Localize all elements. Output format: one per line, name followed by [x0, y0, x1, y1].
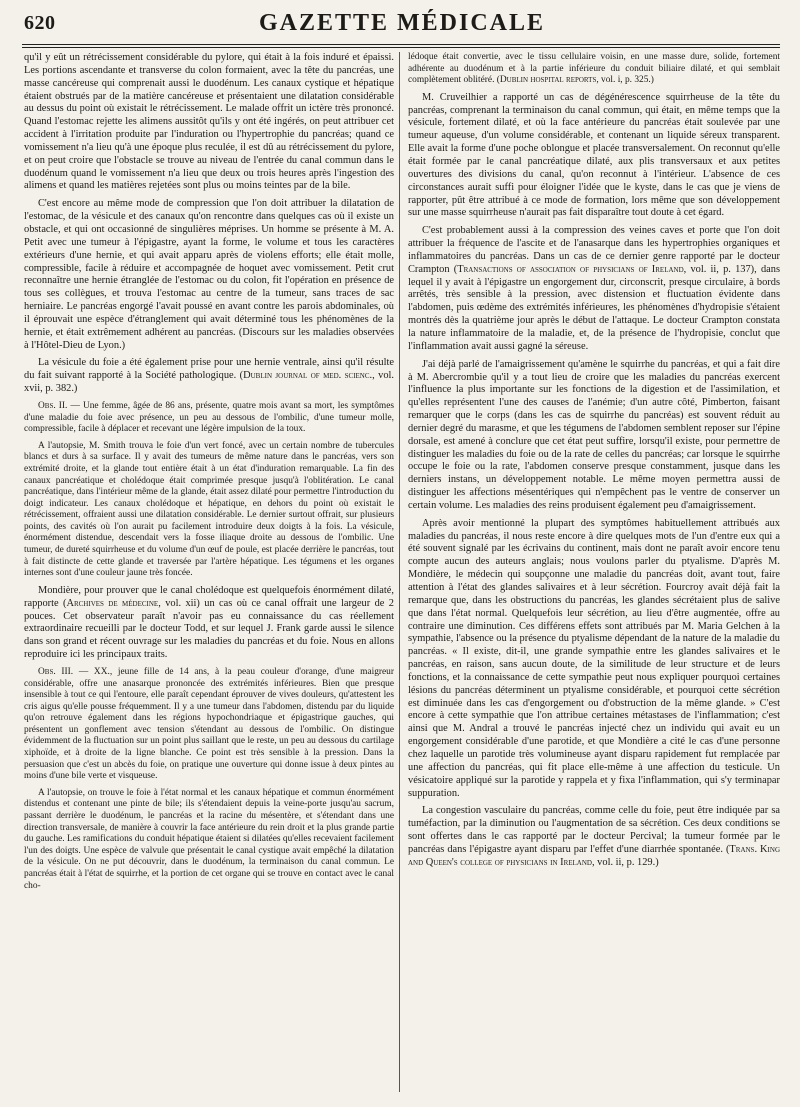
- paragraph-text: — Une femme, âgée de 86 ans, présente, quatre mois avant sa mort, les symptômes d'une maladie du foie avec présence, un peu au dessous de l'ombilic, d'une tumeur molle, compressible, facile à déplacer et recevant une légère impulsion de la toux.: [24, 400, 394, 435]
- paragraph-text: La vésicule du foie a été également prise pour une hernie ventrale, ainsi qu'il résulte du fait suivant rapporté à la Société pathologique. (: [24, 357, 394, 382]
- observation-2: [24, 401, 394, 436]
- header-rule-thin: [22, 47, 780, 48]
- paragraph-text: Après avoir mentionné la plupart des symptômes habituellement attribués aux maladies du pancréas, il nous reste encore à dire quelques mots de l'un d'entre eux qui a été souvent signalé par les écrivains du continent, mais dont ne paraît avoir encore tenu compte aucun des auteurs anglais; nous voulons parler du ptyalisme. D'après M. Mondière, le médecin qui soupçonne une maladie du pancréas doit, avant tout, faire attention à l'état des glandes salivaires et à leur sécrétion. Fourcroy avait déjà fait la remarque que, dans les obstructions du pancréas, les glandes sécrétaient plus de salive que dans l'état normal. Quelquefois leur sécrétion, au lieu d'être augmentée, offre au contraire une diminution. Ces différens effets sont attribués par M. Maria Gelchen à la sympathie, l'absence ou la présence du ptyalisme dépendant de la nature de la maladie du pancréas. « Il existe, dit-il, une grande sympathie entre les glandes salivaires et le pancréas, en raison, sans aucun doute, de la similitude de leur structure et de leurs fonctions, et la connaissance de cette sympathie peut nous expliquer pourquoi certaines lésions du pancréas déterminent un ptyalisme considérable, et pourquoi cette sécrétion est diminuée dans les cas d'engorgement ou d'obstruction de la même glande. » C'est encore à cette sympathie que l'on attribue certaines métastases de l'inflammation; c'est ainsi que M. Andral a trouvé le pancréas injecté chez un individu qui avait eu un engorgement considérable d'une parotide, et que Mondière a cité le cas d'une personne chez laquelle un parotide très volumineuse ayant disparu rapidement fut remplacée par une affection du pancréas, qui fit place elle-même à une affection du testicule. Un vésicatoire appliqué sur la parotide y rappela et y fixa l'inflammation, qui s'y terminapar suppuration.: [408, 517, 780, 799]
- observation-3: [24, 667, 394, 783]
- column-divider: [399, 52, 400, 1092]
- paragraph: [408, 359, 780, 513]
- paragraph: [408, 92, 780, 220]
- observation-label: Obs. III.: [38, 666, 74, 677]
- paragraph-text: , vol. xvii, p. 382.): [24, 370, 394, 395]
- paragraph-text: A l'autopsie, M. Smith trouva le foie d'un vert foncé, avec un certain nombre de tubercules blancs et durs à sa surface. Il y avait des tumeurs de même nature dans le pancréas, vers son extrémité droite, et la glande tout entière était à un état d'induration remarquable. La fin des canaux pancréatique et cholédoque était comprimée presque jusqu'à l'oblitération. Le canal pancréatique, dans l'intérieur même de la glande, était assez dilaté pour permettre l'introduction du doigt indicateur. Les canaux cholédoque et hépatique, en dehors du point où existait le rétrécissement, offraient aussi une dilatation considérable. Le dernier surtout offrait, sur plusieurs points, des cavités où l'on aurait pu facilement introduire deux doigts à la fois. La vésicule, énormément distendue, descendait vers la fosse iliaque droite au dessous de l'ombilic. Une tumeur, de dureté squirrheuse et du volume d'un œuf de poule, est placée derrière le pancréas, tout à fait distincte de cette glande et traversée par l'artère hépatique. Les tégumens et les organes internes sont d'une couleur jaune très foncée.: [24, 440, 394, 579]
- paragraph: [408, 518, 780, 801]
- paragraph-text: La congestion vasculaire du pancréas, comme celle du foie, peut être indiquée par sa tuméfaction, par la diminution ou l'augmentation de sa sécrétion. Ces deux conditions se sont offertes dans le cas rapporté par le docteur Percival; la tumeur formée par le pancréas dans l'épigastre ayant disparu par l'effet d'une diarrhée spontanée. (: [408, 805, 780, 855]
- citation: Dublin hospital reports: [499, 75, 597, 86]
- paragraph: [24, 198, 394, 352]
- observation-3-continued: [408, 52, 780, 87]
- right-column: [408, 52, 780, 1092]
- paragraph: [408, 805, 780, 869]
- citation: Archives de médecine: [66, 597, 159, 609]
- paragraph: [24, 585, 394, 662]
- paragraph-text: qu'il y eût un rétrécissement considérable du pylore, qui était à la fois induré et épaissi. Les portions ascendante et transverse du colon formaient, avec la tête du pancréas, une masse cancéreuse qui comprenait aussi le duodénum. Les canaux cystique et hépatique étaient obstrués par de la matière cancéreuse et présentaient une dilatation considérable au dessus du point où existait le rétrécissement. Le malade offrit un ictère très prononcé. Quand l'estomac rejette les alimens aussitôt qu'ils y ont été ingérés, on peut attribuer cet accident à l'irritation produite par l'induration ou l'hypertrophie du pancréas; quand ce vomissement n'a lieu qu'à une époque plus reculée, il est dû au rétrécissement du pylore, et on peut croire que l'obstacle se trouve au niveau de l'entrée du canal commun dans le duodénum quand le vomissement n'a lieu que deux ou trois heures après l'ingestion des alimens et quand les matières rejetées sont plus ou moins teintes par de la bile.: [24, 52, 394, 192]
- paragraph-text: lédoque était convertie, avec le tissu cellulaire voisin, en une masse dure, solide, fortement adhérente au duodénum et à la partie inférieure du conduit biliaire dilaté, et qui semblait complètement oblitéré. (: [408, 52, 780, 86]
- citation: Trans. King and Queen's college of physicians in Ireland: [408, 843, 780, 868]
- observation-label: Obs. II.: [38, 400, 68, 411]
- paragraph-text: C'est encore au même mode de compression que l'on doit attribuer la dilatation de l'estomac, de la vésicule et des canaux qu'on rencontre dans quelques cas où il existe un obstacle, et qui ont occasionné de singulières méprises. Un homme se présente à M. A. Petit avec une tumeur à l'épigastre, ayant la forme, le volume et tous les caractères extérieurs d'une hernie, et qui avait apparu après de violens efforts; elle était molle, compressible, facile à réduire et accompagnée de hoquet avec vomissement. Petit crut reconnaître une hernie étranglée de l'estomac ou du colon, fit l'opération en présence de tous ses collègues, et trouva l'estomac au centre de la tumeur, sans traces de sac herniaire. Le pancréas engorgé l'avait poussé en avant contre les parois abdominales, où il éprouvait une espèce d'étranglement qui avait déterminé tous les phénomènes de la hernie, et était extrêmement adhérent au pancréas. (Discours sur les maladies observées à l'Hôtel-Dieu de Lyon.): [24, 198, 394, 351]
- paragraph-text: Mondière, pour prouver que le canal cholédoque est quelquefois énormément dilaté, rapporte (: [24, 584, 394, 609]
- paragraph-text: , vol. xii) un cas où ce canal offrait une largeur de 2 pouces. Cet observateur paraît n'avoir pas eu connaissance du cas réellement extraordinaire recueilli par le docteur Todd, et sur lequel J. Frank garde aussi le silence dans son grand et récent ouvrage sur les maladies du pancréas et du foie. Nous en allons reproduire ici les principaux traits.: [24, 597, 394, 661]
- observation-2-autopsy: [24, 441, 394, 580]
- paragraph: [408, 225, 780, 353]
- paragraph-text: , vol. ii, p. 129.): [591, 856, 659, 868]
- page-header: [24, 8, 780, 48]
- observation-3-autopsy: [24, 788, 394, 892]
- paragraph-text: J'ai déjà parlé de l'amaigrissement qu'amène le squirrhe du pancréas, et qui a fait dire à M. Abercrombie qu'il y a tout lieu de croire que les maladies du pancréas exercent l'influence la plus importante sur les fonctions de la digestion et de l'assimilation, et qu'elles représentent l'une des causes de l'anémie; d'un autre côté, Pimberton, faisant remarquer que le corps (dans les cas de squirrhe du pancréas) est souvent réduit au dernier degré du marasme, et que les tégumens de l'abdomen semblent reposer sur l'épine dorsale, est amené à conclure que cet état peut suffire, lorsqu'il existe, pour permettre de distinguer les maladies du foie ou de la rate de celles du pancréas; car lorsque le squirrhe occupe le foie ou la rate, l'abdomen conserve presque constamment, jusque dans les derniers instans, un développement notable. Le même moyen permettra aussi de distinguer les affections mésentériques qui n'empêchent pas le ventre de conserver un certain volume. Les maladies des reins produisent également peu d'amaigrissement.: [408, 358, 780, 511]
- paragraph-text: , vol. ii, p. 137), dans lequel il y avait à l'épigastre un engorgement dur, circonscrit, presque circulaire, à bords arrêtés, très sensible à la pression, avec distension et fluctuation évidente dans l'abdomen, puis œdème des extrémités inférieures, les phénomènes d'hydropisie s'étaient montrés dès la quatrième jour après le début de l'attaque. Le docteur Crampton constata la nature inflammatoire de la maladie, et, de la présence de l'hydropisie, conclut que l'inflammation avait aussi gagné la séreuse.: [408, 263, 780, 352]
- paragraph: [24, 357, 394, 396]
- journal-title: GAZETTE MÉDICALE: [258, 10, 546, 36]
- header-rule: [22, 44, 780, 45]
- citation: Dublin journal of med. scienc.: [243, 370, 373, 382]
- paragraph-text: M. Cruveilhier a rapporté un cas de dégénérescence squirrheuse de la tête du pancréas, comprenant la terminaison du canal commun, qui était, en même temps que la vésicule, fortement dilaté, et où la face antérieure du pancréas était soulevée par une tumeur aqueuse, d'un volume considérable, et contenant un liquide séreux transparent. Elle avait la forme d'une poche oblongue et placée transversalement. On reconnut qu'elle était formée par le canal pancréatique dilaté, aux plis transversaux et aux petites ouvertures des divisions du canal, qu'on reconnut à l'intérieur. L'absence de ces circonstances aurait suffi pour éloigner l'idée que le kyste, dans le cas que je viens de rapporter, pût être attribué à ce mode de formation, lors même que son développement sur une masse squirrheuse n'aurait pas fait disparaître tout doute à cet égard.: [408, 91, 780, 219]
- left-column: [24, 52, 394, 1092]
- paragraph: [24, 52, 394, 193]
- paragraph-text: A l'autopsie, on trouve le foie à l'état normal et les canaux hépatique et commun énormément distendus et contenant une pinte de bile; ils s'étendaient depuis la veine-porte jusqu'au sacrum, passant derrière le duodénum, le pancréas et la racine du mésentère, et s'étendant dans une direction transversale, de manière à couvrir la face antérieure du rein droit et la plus grande partie du gauche. Les ramifications du conduit hépatique étaient si dilatées qu'elles recevaient facilement l'un des doigts. Une espèce de valvule que présentait le canal cystique avait empêché la dilatation de la vésicule. On ne put découvrir, dans le duodénum, la terminaison du canal commun. Le pancréas était à l'état de squirrhe, et la portion de cet organe qui se trouve en contact avec le canal cho-: [24, 787, 394, 891]
- citation: Transactions of association of physicians of Ireland: [457, 263, 684, 275]
- paragraph-text: — XX., jeune fille de 14 ans, à la peau couleur d'orange, d'une maigreur considérable, offre une anasarque prononcée des extrémités inférieures. Bien que presque insensible à tout ce qui l'entoure, elle paraît cependant éprouver de vives douleurs, qu'attestent les cris aigus qu'elle pousse fréquemment. Il y a une tumeur dans l'abdomen, distendu par du liquide qu'on retrouve également dans les régions hypochondriaque et épigastrique gauches, qui présentent un gonflement avec tension s'étendant au dessous de l'ombilic. On distingue évidemment de la fluctuation sur un point plus saillant que le reste, un peu au dessous du cartilage xiphoïde, et à droite de la ligne blanche. Ce point est très sensible à la pression. Dans la persuasion que c'est un abcès du foie, on pratique une ouverture qui donne issue à deux pintes au moins d'une bile verte et visqueuse.: [24, 666, 394, 782]
- paragraph-text: C'est probablement aussi à la compression des veines caves et porte que l'on doit attribuer la fréquence de l'ascite et de l'anasarque dans les hypertrophies organiques et inflammatoires du pancréas. Dans un cas de ce dernier genre rapporté par le docteur Crampton (: [408, 225, 780, 275]
- page-number: 620: [24, 12, 56, 34]
- paragraph-text: , vol. i, p. 325.): [596, 75, 654, 86]
